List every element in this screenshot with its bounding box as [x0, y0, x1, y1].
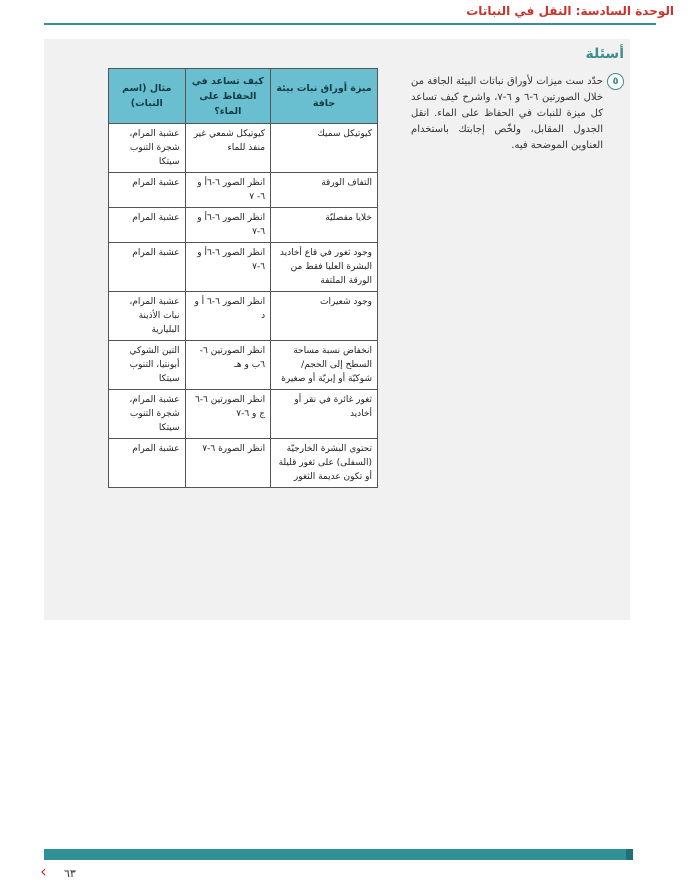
cell-feature: انخفاض نسبة مساحة السطح إلى الحجم/ شوكيّة أو إبريّة أو صغيرة: [271, 341, 378, 390]
footer-bar: [44, 849, 633, 860]
cell-how: انظر الصور ٦-٦أ و ٦- ٧: [185, 173, 271, 208]
cell-feature: كيوتيكل سميك: [271, 124, 378, 173]
cell-feature: وجود ثغور في قاع أخاديد البشرة العليا فقط من الورقة الملتفة: [271, 243, 378, 292]
cell-feature: خلايا مفصليّة: [271, 208, 378, 243]
cell-example: عشبة المرام: [109, 243, 186, 292]
cell-how: انظر الصورتين ٦-٦ ج و ٦-٧: [185, 390, 271, 439]
cell-feature: ثغور غائرة في نقر أو أخاديد: [271, 390, 378, 439]
cell-example: التين الشوكي أبونتيا، التنوب سيتكا: [109, 341, 186, 390]
cell-example: عشبة المرام، شجرة التنوب سيتكا: [109, 124, 186, 173]
cell-feature: تحتوي البشرة الخارجيّة (السفلى) على ثغور قليلة أو تكون عديمة الثغور: [271, 439, 378, 488]
unit-title: الوحدة السادسة: النقل في النباتات: [466, 4, 674, 18]
cell-how: انظر الصورة ٦-٧: [185, 439, 271, 488]
table-row: [109, 341, 378, 390]
cell-how: كيوتيكل شمعي غير منفذ للماء: [185, 124, 271, 173]
chevron-left-icon[interactable]: ‹: [40, 862, 47, 882]
cell-how: انظر الصورتين ٦- ٦ب و هـ: [185, 341, 271, 390]
footer-bar-accent: [626, 849, 633, 860]
table-row: [109, 124, 378, 173]
header-example: مثال (اسم النبات): [109, 69, 186, 124]
table-row: [109, 173, 378, 208]
cell-how: انظر الصور ٦-٦أ و ٦-٧: [185, 243, 271, 292]
table-row: [109, 292, 378, 341]
question-text: حدّد ست ميزات لأوراق نباتات البيئة الجافة من خلال الصورتين ٦-٦ و ٦-٧، واشرح كيف تساعد كل ميزة للنبات في الحفاظ على الماء. انقل الجدول المقابل، ولخّص إجابتك باستخدام العناوين الموضحة فيه.: [411, 76, 603, 151]
cell-example: عشبة المرام: [109, 173, 186, 208]
cell-how: انظر الصور ٦-٦ أ و د: [185, 292, 271, 341]
cell-example: عشبة المرام: [109, 208, 186, 243]
answer-table: [108, 68, 378, 488]
header-how: كيف تساعد في الحفاظ على الماء؟: [185, 69, 271, 124]
header-feature: ميزة أوراق نبات بيئة جافة: [271, 69, 378, 124]
cell-example: عشبة المرام، نبات الأذينة البليارية: [109, 292, 186, 341]
section-heading: أسئلة: [585, 46, 624, 62]
table-row: [109, 243, 378, 292]
table-header-row: [109, 69, 378, 124]
table-row: [109, 439, 378, 488]
cell-feature: التفاف الورقة: [271, 173, 378, 208]
header-divider: [44, 23, 656, 25]
cell-example: عشبة المرام، شجرة التنوب سيتكا: [109, 390, 186, 439]
question-number-badge: ٥: [607, 73, 624, 90]
table-row: [109, 208, 378, 243]
page-number: ٦٣: [64, 867, 76, 880]
cell-how: انظر الصور ٦-٦أ و ٦-٧: [185, 208, 271, 243]
table-row: [109, 390, 378, 439]
cell-example: عشبة المرام: [109, 439, 186, 488]
cell-feature: وجود شعيرات: [271, 292, 378, 341]
